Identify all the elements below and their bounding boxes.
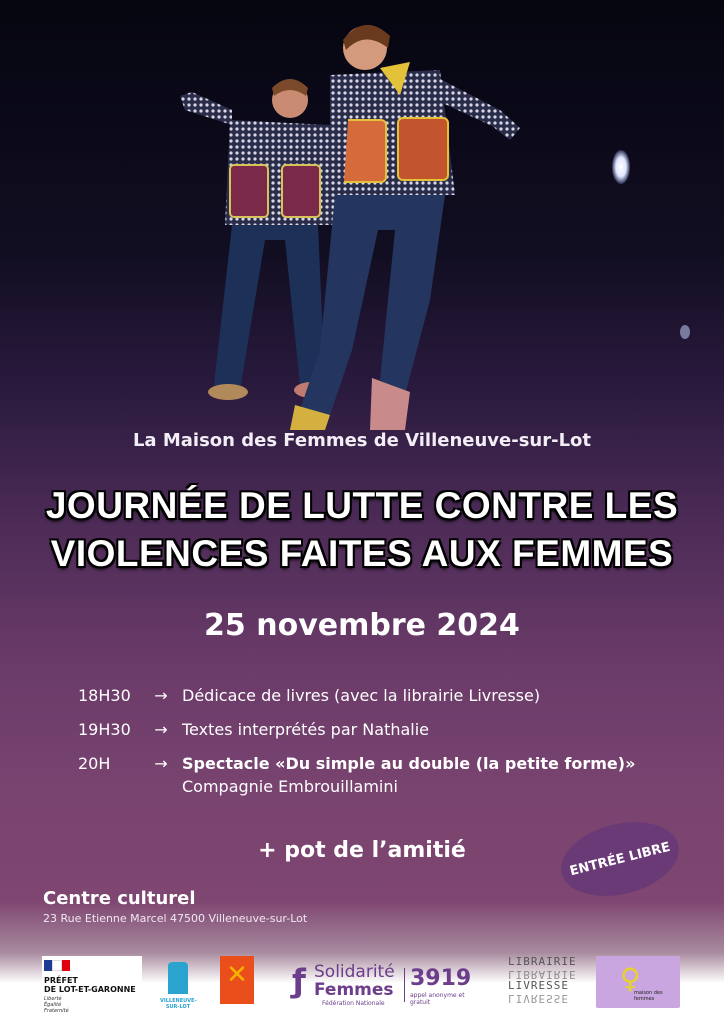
event-title-line-1: JOURNÉE DE LUTTE CONTRE LES bbox=[45, 485, 679, 526]
show-title: Spectacle «Du simple au double (la petite forme)» bbox=[182, 754, 636, 773]
stage-light bbox=[680, 325, 690, 339]
cross-logo bbox=[220, 956, 254, 1004]
logo-divider bbox=[404, 968, 405, 1002]
schedule-item bbox=[78, 754, 698, 814]
arrow-icon: → bbox=[154, 720, 168, 739]
solidarite-femmes-logo bbox=[292, 956, 478, 1016]
schedule-item bbox=[78, 720, 698, 754]
right-dancer bbox=[290, 25, 520, 430]
stage-spotlight bbox=[612, 150, 630, 184]
dancers-photo bbox=[0, 0, 724, 430]
prefet-motto-2: Égalité bbox=[44, 1002, 62, 1008]
schedule-description: Textes interprétés par Nathalie bbox=[182, 720, 430, 739]
schedule-time: 18H30 bbox=[78, 686, 131, 705]
villeneuve-label: VILLENEUVE-SUR-LOT bbox=[160, 998, 197, 1010]
event-title bbox=[20, 482, 704, 578]
event-schedule bbox=[78, 686, 698, 814]
federation-label: Fédération Nationale bbox=[322, 1000, 385, 1007]
cross-icon: ✕ bbox=[226, 960, 248, 990]
venue-info bbox=[43, 888, 307, 925]
sf-glyph-icon: ƒ bbox=[292, 962, 306, 1000]
venue-name: Centre culturel bbox=[43, 888, 196, 909]
prefet-motto-1: Liberté bbox=[44, 996, 62, 1002]
librairie-label: LIBRAIRIE bbox=[508, 955, 577, 968]
dancers-illustration bbox=[0, 0, 724, 430]
partner-logos bbox=[0, 956, 724, 1020]
tower-icon bbox=[168, 962, 188, 994]
event-title-line-2: VIOLENCES FAITES AUX FEMMES bbox=[50, 533, 674, 574]
prefet-line-1: PRÉFET bbox=[44, 976, 78, 985]
free-entry-label: ENTRÉE LIBRE bbox=[568, 839, 672, 879]
livresse-label: LIVRESSE bbox=[508, 979, 569, 992]
solidarite-label: Solidarité bbox=[314, 962, 395, 982]
prefet-line-2: DE LOT-ET-GARONNE bbox=[44, 985, 136, 994]
show-company: Compagnie Embrouillamini bbox=[182, 777, 398, 796]
librairie-livresse-logo bbox=[508, 955, 577, 1016]
schedule-description: Dédicace de livres (avec la librairie Livresse) bbox=[182, 686, 541, 705]
french-flag-icon bbox=[44, 960, 70, 971]
helpline-number: 3919 bbox=[410, 966, 472, 991]
arrow-icon: → bbox=[154, 754, 168, 773]
femmes-label: Femmes bbox=[314, 980, 394, 1000]
arrow-icon: → bbox=[154, 686, 168, 705]
female-symbol-icon: ♀ bbox=[620, 962, 641, 995]
prefet-motto-3: Fraternité bbox=[44, 1008, 69, 1014]
venue-address: 23 Rue Etienne Marcel 47500 Villeneuve-sur-Lot bbox=[43, 912, 308, 925]
reception-note: + pot de l’amitié bbox=[258, 838, 466, 863]
maison-label: maison des femmes bbox=[634, 990, 663, 1002]
maison-des-femmes-logo bbox=[596, 956, 680, 1008]
schedule-description bbox=[182, 754, 698, 796]
schedule-time: 20H bbox=[78, 754, 111, 773]
event-date: 25 novembre 2024 bbox=[204, 608, 520, 643]
librairie-mirror: LIBRAIRIE bbox=[508, 968, 577, 981]
free-entry-badge bbox=[553, 811, 686, 908]
villeneuve-logo bbox=[160, 956, 196, 1016]
helpline-subtitle: appel anonyme et gratuit bbox=[410, 992, 465, 1006]
livresse-mirror: LIVRESSE bbox=[508, 992, 569, 1005]
schedule-time: 19H30 bbox=[78, 720, 131, 739]
schedule-item bbox=[78, 686, 698, 720]
organizer-name: La Maison des Femmes de Villeneuve-sur-Lot bbox=[132, 430, 592, 451]
prefet-logo bbox=[42, 956, 142, 1016]
